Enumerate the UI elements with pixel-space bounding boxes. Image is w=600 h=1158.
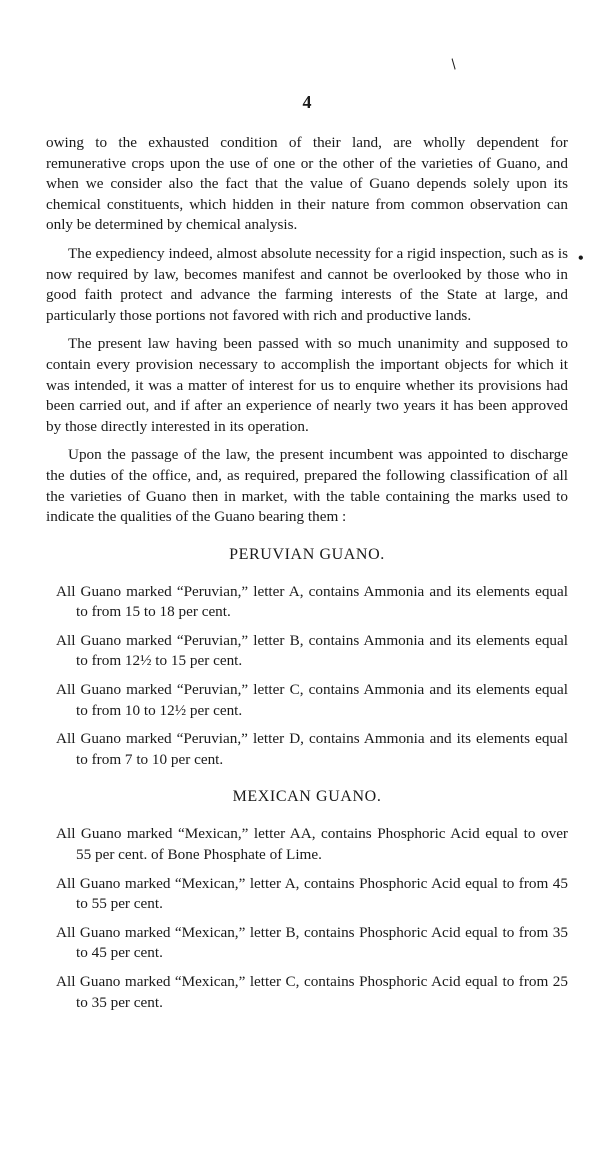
list-item: All Guano marked “Mexican,” letter C, contains Phosphoric Acid equal to from 25 to 35 per cent.	[56, 973, 568, 1011]
ink-dot: •	[578, 250, 584, 267]
list-item: All Guano marked “Mexican,” letter AA, contains Phosphoric Acid equal to over 55 per cent. of Bone Phosphate of Lime.	[56, 825, 568, 864]
mexican-entries	[56, 824, 568, 1013]
body-paragraph-4: Upon the passage of the law, the present incumbent was appointed to discharge the duties of the office, and, as required, prepared the following classification of all the varieties of Guano then in market, with the table containing the marks used to indicate the qualities of the Guano bearing them :	[46, 446, 568, 526]
peruvian-entries	[56, 582, 568, 771]
document-page	[46, 92, 568, 1021]
list-item: All Guano marked “Peruvian,” letter D, contains Ammonia and its elements equal to from 7 to 10 per cent.	[56, 730, 568, 768]
body-paragraph-1: owing to the exhausted condition of their land, are wholly dependent for remunerative crops upon the use of one or the other of the varieties of Guano, and when we consider also the fact that the value of Guano depends solely upon its chemical constituents, which hidden in their nature from common observation can only be determined by chemical analysis.	[46, 134, 568, 234]
ink-mark: /	[447, 56, 461, 73]
body-paragraph-2: The expediency indeed, almost absolute necessity for a rigid inspection, such as is now required by law, becomes manifest and cannot be overlooked by those who in good faith protect and advance the farming interests of the State at large, and particularly those portions not favored with rich and productive lands.	[46, 244, 568, 324]
list-item: All Guano marked “Mexican,” letter B, contains Phosphoric Acid equal to from 35 to 45 per cent.	[56, 923, 568, 962]
page-number: 4	[302, 92, 312, 112]
section-heading-mexican: MEXICAN GUANO.	[232, 788, 382, 806]
section-heading-peruvian: PERUVIAN GUANO.	[229, 545, 385, 563]
list-item: All Guano marked “Mexican,” letter A, contains Phosphoric Acid equal to from 45 to 55 per cent.	[56, 874, 568, 913]
body-paragraph-3: The present law having been passed with so much unanimity and supposed to contain every provision necessary to accomplish the important objects for which it was intended, it was a matter of interest for us to enquire whether its provisions had been carried out, and if after an experience of nearly two years it has been approved by those directly interested in its operation.	[46, 335, 568, 435]
list-item: All Guano marked “Peruvian,” letter C, contains Ammonia and its elements equal to from 10 to 12½ per cent.	[56, 681, 568, 719]
list-item: All Guano marked “Peruvian,” letter B, contains Ammonia and its elements equal to from 12½ to 15 per cent.	[56, 631, 568, 670]
list-item: All Guano marked “Peruvian,” letter A, contains Ammonia and its elements equal to from 15 to 18 per cent.	[56, 582, 568, 621]
